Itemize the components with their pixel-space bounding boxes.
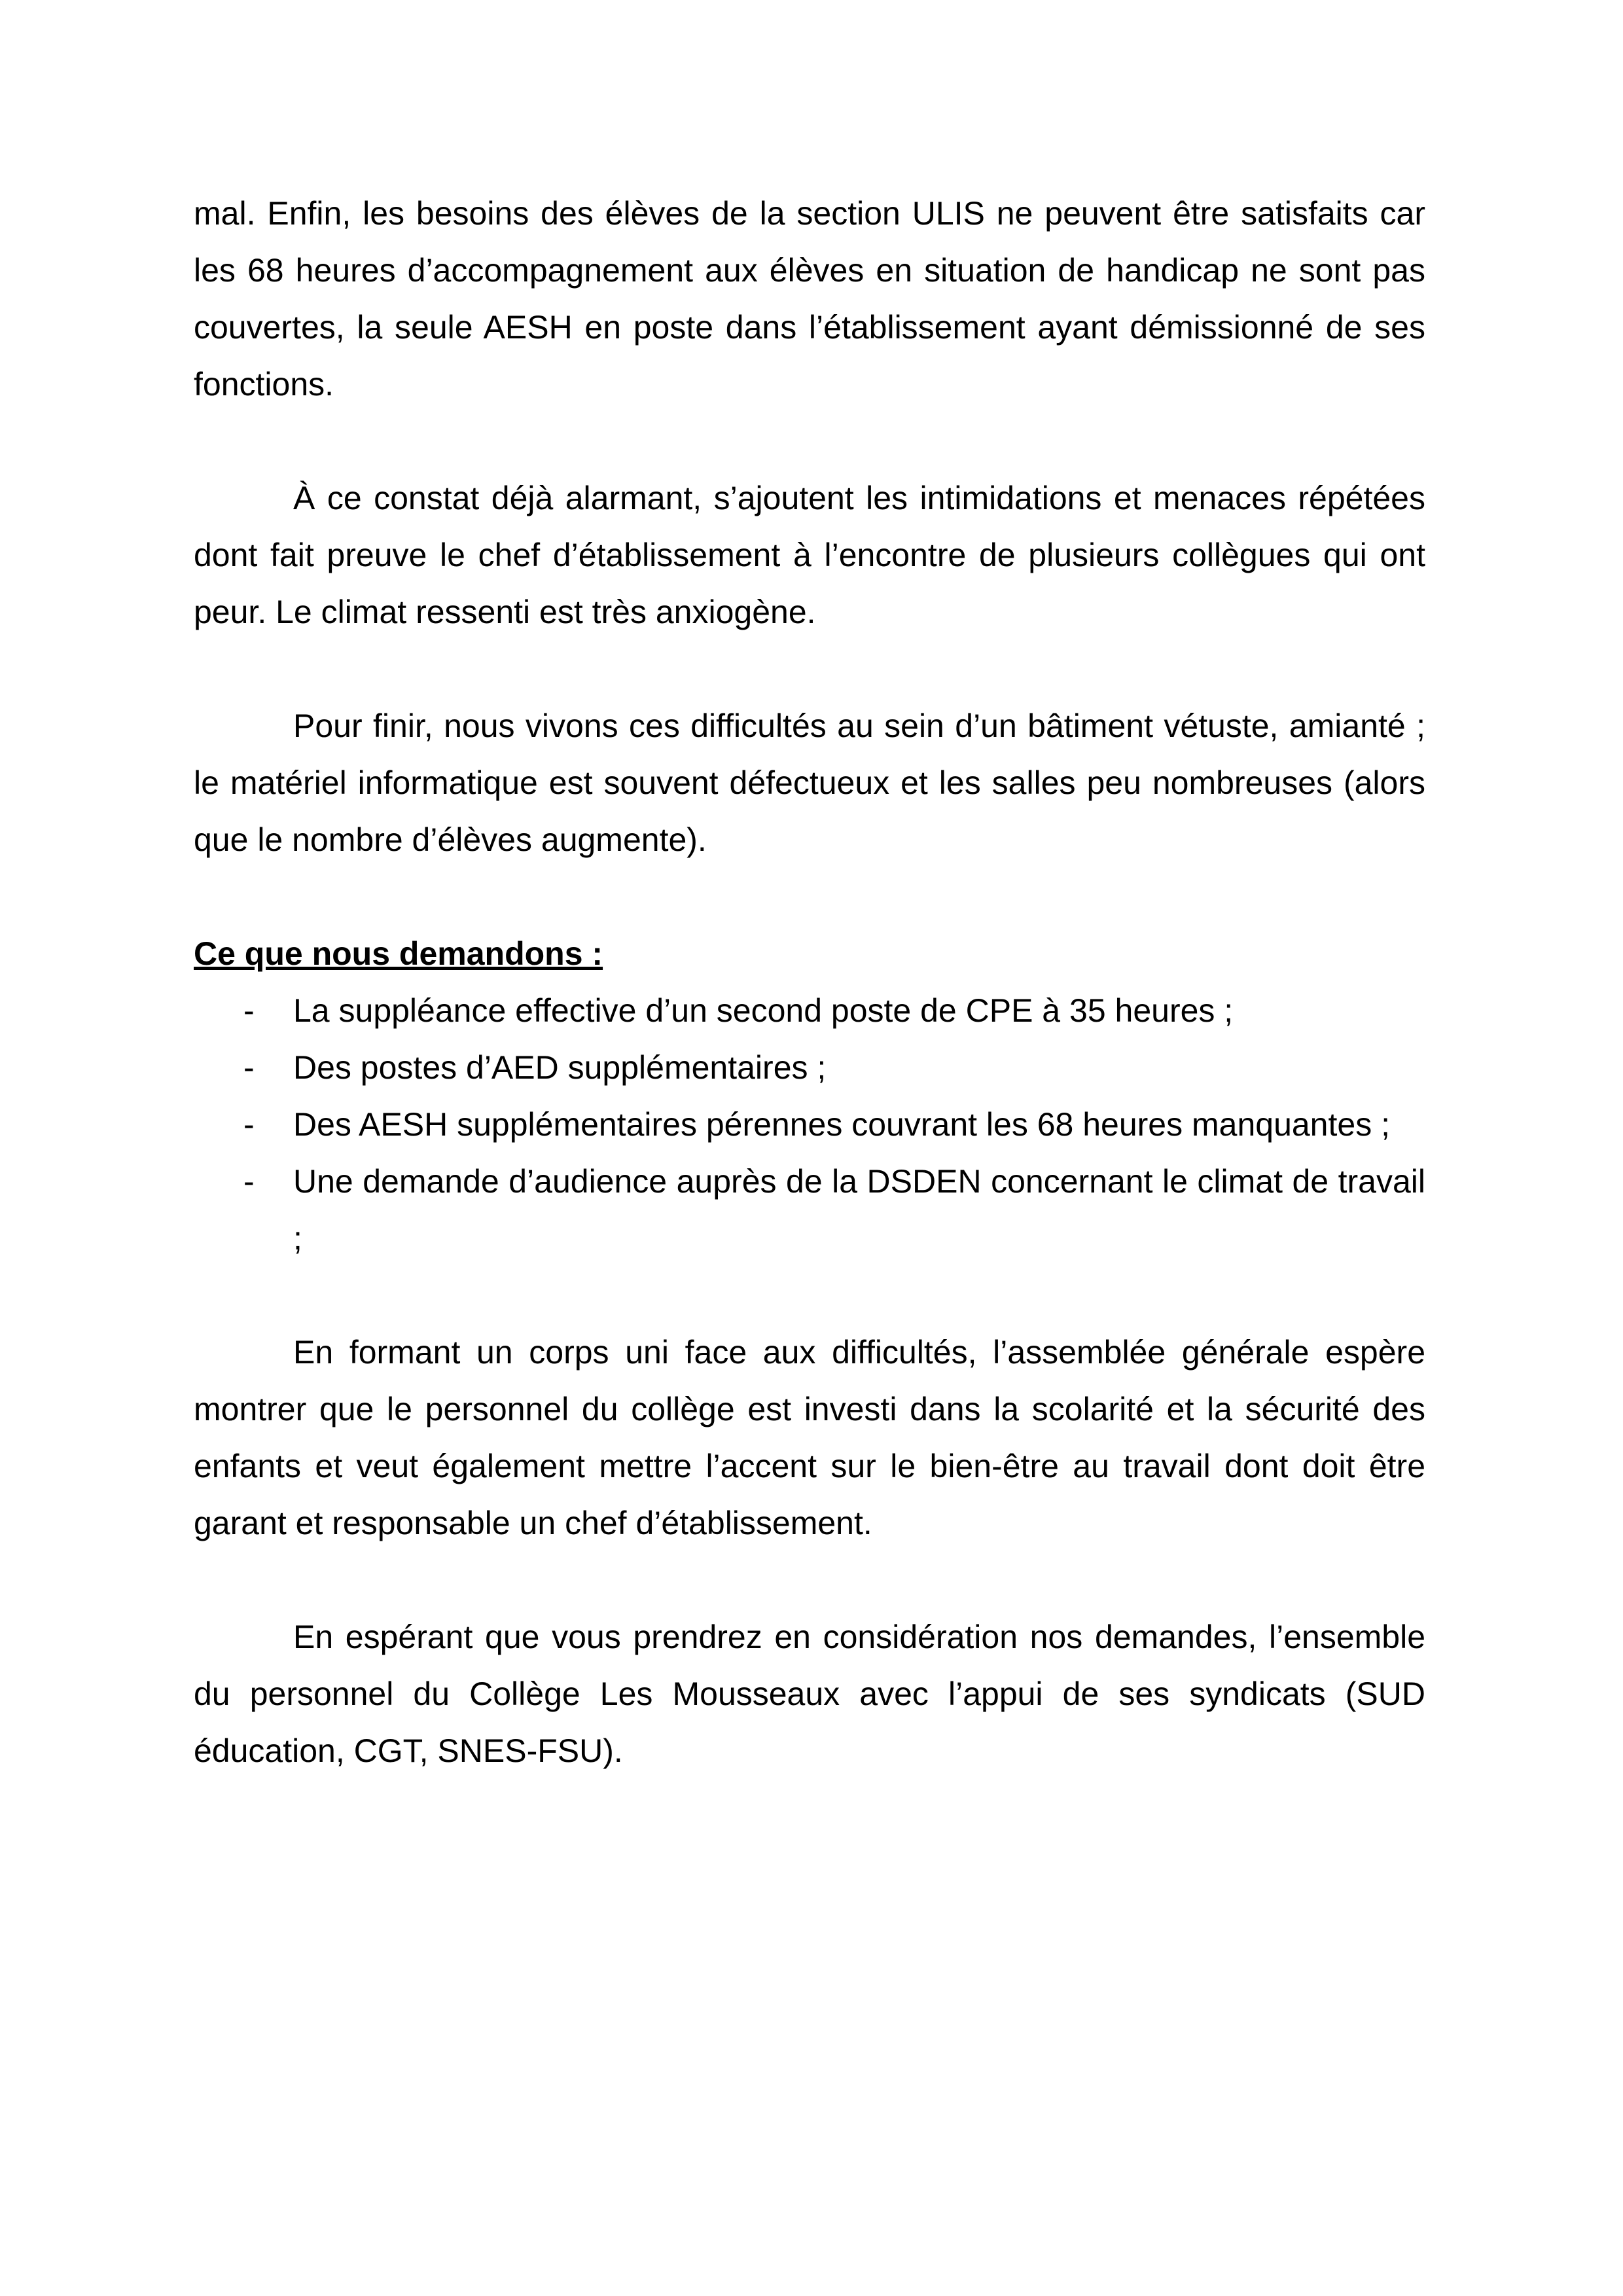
demand-text: La suppléance effective d’un second poste de CPE à 35 heures ; <box>293 992 1234 1029</box>
list-dash: - <box>243 1163 255 1200</box>
demand-item <box>194 982 1425 1039</box>
demand-item <box>194 1096 1425 1153</box>
paragraph-batiment: Pour finir, nous vivons ces difficultés au sein d’un bâtiment vétuste, amianté ; le matériel informatique est souvent défectueux et les salles peu nombreuses (alors que le nombre d’élèves augmente). <box>194 708 1425 858</box>
demand-item <box>194 1153 1425 1267</box>
paragraph-closing: En espérant que vous prendrez en considération nos demandes, l’ensemble du personnel du Collège Les Mousseaux avec l’appui de ses syndicats (SUD éducation, CGT, SNES-FSU). <box>194 1619 1425 1769</box>
paragraph-corps-uni: En formant un corps uni face aux difficultés, l’assemblée générale espère montrer que le personnel du collège est investi dans la scolarité et la sécurité des enfants et veut également mettre l’accent sur le bien-être au travail dont doit être garant et responsable un chef d’établissement. <box>194 1334 1425 1541</box>
paragraph-continuation: mal. Enfin, les besoins des élèves de la section ULIS ne peuvent être satisfaits car les 68 heures d’accompagnement aux élèves en situation de handicap ne sont pas couvertes, la seule AESH en poste dans l’établissement ayant démissionné de ses fonctions. <box>194 195 1425 403</box>
list-dash: - <box>243 992 255 1029</box>
demands-list <box>194 982 1425 1267</box>
demand-item <box>194 1039 1425 1096</box>
list-dash: - <box>243 1106 255 1143</box>
letter-body <box>194 185 1425 1780</box>
demand-text: Des postes d’AED supplémentaires ; <box>293 1049 827 1086</box>
demand-text: Une demande d’audience auprès de la DSDEN concernant le climat de travail ; <box>293 1163 1425 1257</box>
demands-heading: Ce que nous demandons : <box>194 935 603 972</box>
demand-text: Des AESH supplémentaires pérennes couvrant les 68 heures manquantes ; <box>293 1106 1390 1143</box>
paragraph-constat: À ce constat déjà alarmant, s’ajoutent les intimidations et menaces répétées dont fait preuve le chef d’établissement à l’encontre de plusieurs collègues qui ont peur. Le climat ressenti est très anxiogène. <box>194 480 1425 630</box>
list-dash: - <box>243 1049 255 1086</box>
